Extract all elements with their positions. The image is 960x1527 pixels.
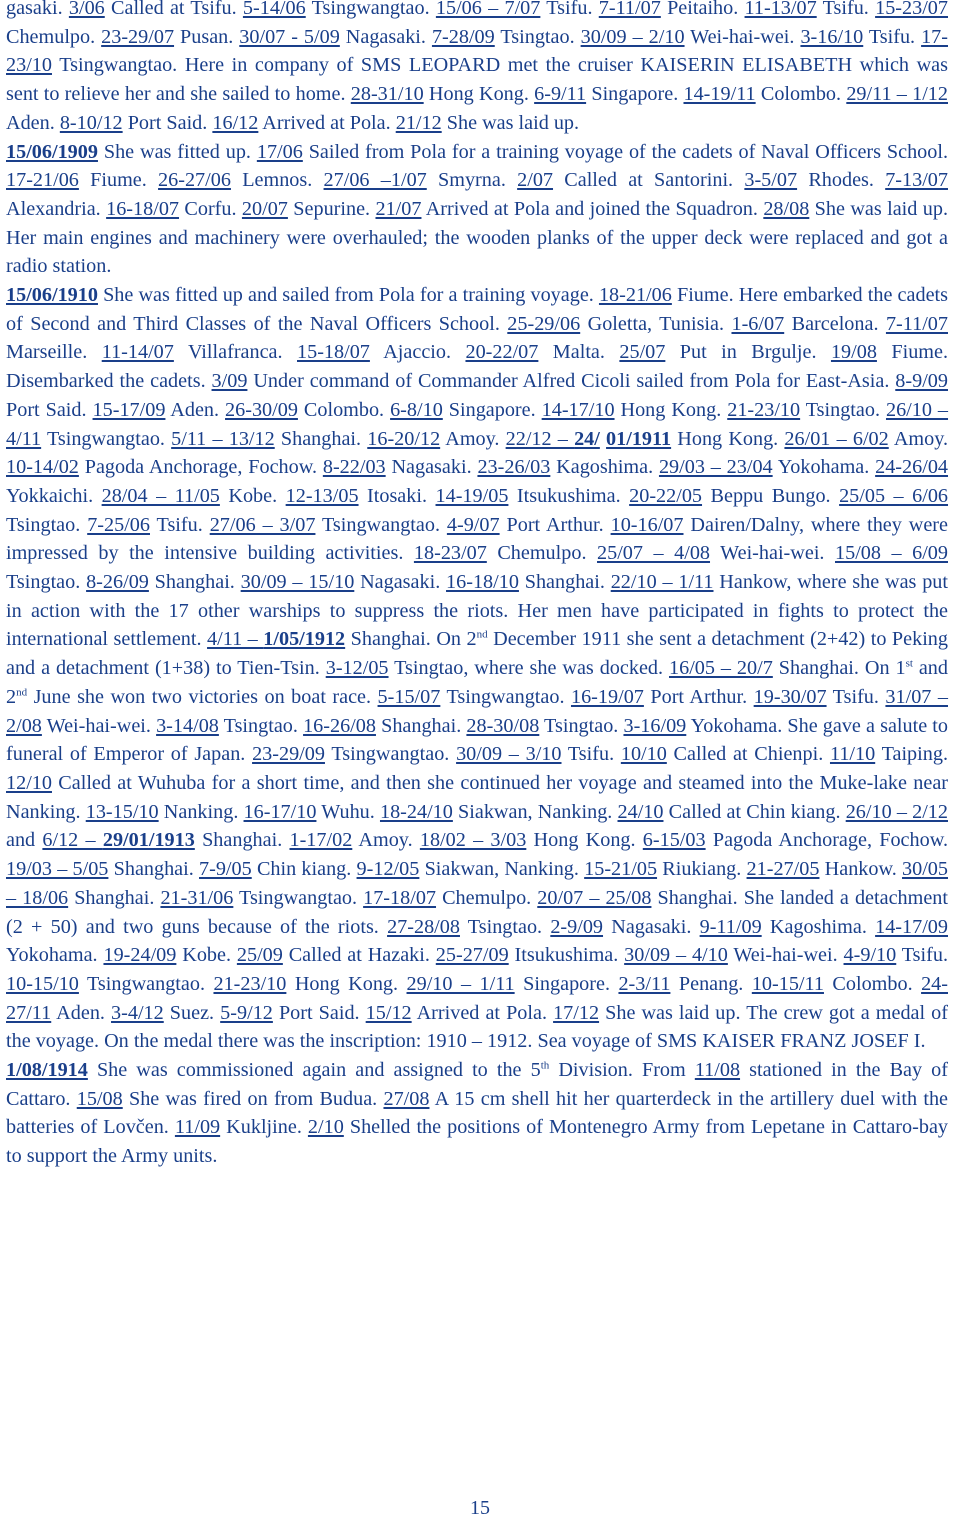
date-reference: 27/06 – 3/07 [209,513,316,536]
text-run: Tsingwangtao. Here in company of SMS LEOPARD met the cruiser KAISERIN ELISABETH which was sent to relieve her and she sailed to home. [6,54,948,106]
text-run: Wei-hai-wei. [41,714,157,737]
date-reference: 16-18/10 [446,571,519,594]
date-reference: 26-27/06 [158,169,231,192]
paragraph-1914-commission [6,1056,948,1171]
date-reference: 30/09 – 3/10 [456,743,562,766]
text-run: Shanghai. [148,571,241,594]
date-reference: 10-16/07 [610,513,684,536]
text-run: Called at Chin kiang. [663,800,846,823]
text-run: Hong Kong. [671,427,785,450]
date-reference: 25-29/06 [507,312,581,335]
text-run: Hankow. [819,858,903,881]
text-run: Nanking. [158,800,244,823]
date-reference: 3/06 [68,0,105,19]
date-reference: 16/05 – 20/7 [669,657,773,680]
text-run: Itsukushima. [508,484,630,507]
text-run: Sailed from Pola for a training voyage of the cadets of Naval Officers School. [302,140,948,163]
date-heading: 1/05/1912 [263,628,346,651]
text-run: Chemulpo. [436,886,538,909]
date-reference: 30/05 – 18/06 [6,858,948,909]
date-reference: 3-16/10 [800,25,864,48]
text-run: Tsingwangtao. [41,427,172,450]
date-reference: 7-13/07 [885,169,948,192]
text-run: Pagoda Anchorage, Fochow. [705,829,949,852]
text-run: Fiume. Disembarked the cadets. [6,341,949,393]
date-reference: 3-5/07 [744,169,798,192]
date-reference: 20/07 – 25/08 [537,886,652,909]
date-reference: 15-21/05 [584,858,658,881]
text-run: Villafranca. [173,341,297,364]
paragraph-1910-east-asia [6,281,948,1056]
text-run: Shanghai. [518,571,611,594]
date-reference: 20-22/07 [465,341,539,364]
text-run: Chemulpo. [486,542,598,565]
date-reference: 27/08 [383,1087,430,1110]
date-reference: 11-14/07 [101,341,174,364]
date-reference: 5-9/12 [220,1001,273,1024]
text-run: Pagoda Anchorage, Fochow. [78,456,323,479]
text-run: Tsifu. [896,944,948,967]
text-run: Tsifu. [863,25,922,48]
date-reference: 17/12 [553,1001,600,1024]
date-reference: 21-23/10 [727,398,801,421]
date-reference: 11/09 [174,1116,221,1139]
date-reference: 16-20/12 [367,427,441,450]
date-reference: 16/12 [212,111,259,134]
date-reference: 6-8/10 [390,398,443,421]
text-run: She was laid up. [441,111,580,134]
date-reference: 19-30/07 [753,685,827,708]
date-reference: 15/08 [76,1087,123,1110]
date-reference: 18-24/10 [379,800,453,823]
text-run: Tsingtao. [218,714,304,737]
text-run: She was fitted up. [97,140,257,163]
date-heading: 01/1911 [606,427,672,450]
text-run: Shanghai. [194,829,290,852]
paragraph-1909-training [6,138,948,282]
date-reference: 10/10 [620,743,667,766]
text-run: She was laid up. The crew got a medal of the voyage. On the medal there was the inscription: 1910 – 1912. Sea voyage of SMS KAISER FRANZ JOSEF I. [6,1001,949,1053]
text-run: Alexandria. [6,197,107,220]
date-reference: 22/12 – [505,427,575,450]
date-reference: 19/03 – 5/05 [6,858,109,881]
date-reference: 15-17/09 [92,398,166,421]
date-reference: 4/11 – [207,628,264,651]
text-run: Beppu Bungo. [702,484,840,507]
date-reference: 21-27/05 [746,858,820,881]
date-reference: 25/05 – 6/06 [839,484,949,507]
text-run: Tsingwangtao. [440,685,571,708]
date-reference: 4-9/10 [843,944,897,967]
date-reference: 18-23/07 [413,542,487,565]
text-run: June she won two victories on boat race. [27,685,378,708]
date-reference: 5/11 – 13/12 [171,427,275,450]
text-run: Fiume. Here embarked the cadets of Second and Third Classes of the Naval Officers School. [6,284,948,335]
text-run: Tsingtao. [494,25,581,48]
date-reference: 17-18/07 [363,886,437,909]
date-reference: 3-4/12 [111,1001,164,1024]
text-run: Singapore. [586,83,684,106]
text-run: Called at Tsifu. [104,0,243,19]
text-run: Hong Kong. [614,398,728,421]
text-run: Shanghai. On 1 [772,657,906,680]
date-heading: 15/06/1909 [6,140,98,163]
date-reference: 7-28/09 [431,25,495,48]
text-run: Amoy. [352,829,420,852]
date-reference: 25/07 – 4/08 [597,542,711,565]
date-heading: 29/01/1913 [102,829,195,852]
text-run: Amoy. [888,427,949,450]
date-reference: 26/01 – 6/02 [784,427,889,450]
date-reference: 23-26/03 [477,456,551,479]
text-run: and 2 [6,657,948,708]
text-run: December 1911 she sent a detachment (2+42) to Peking and a detachment (1+38) to Tien-Tsin. [6,628,948,680]
text-run: Itosaki. [358,484,436,507]
text-run: Nagasaki. [354,571,447,594]
text-run: Taiping. [875,743,948,766]
date-reference: 8-26/09 [86,571,149,594]
text-run: She was commissioned again and assigned to the 5 [87,1059,541,1082]
text-run: Port Arthur. [499,513,611,536]
text-run: Nagasaki. [385,456,478,479]
date-reference: 3-14/08 [156,714,219,737]
text-run: Tsingtao. [6,513,88,536]
date-reference: 3-12/05 [325,657,389,680]
date-reference: 15/08 – 6/09 [835,542,948,565]
text-run: Nagasaki. [339,25,432,48]
page-number: 15 [470,1497,490,1519]
date-reference: 2/10 [307,1116,344,1139]
text-run: Yokohama. [772,456,876,479]
text-run: Barcelona. [784,312,886,335]
date-reference: 5-14/06 [242,0,306,19]
date-reference: 2-3/11 [618,972,671,995]
date-reference: 13-15/10 [85,800,159,823]
date-reference: 22/10 – 1/11 [610,571,714,594]
date-reference: 7-9/05 [199,858,252,881]
text-run: Nagasaki. [603,915,700,938]
text-run: Yokohama. She gave a salute to funeral of Emperor of Japan. [6,714,948,766]
text-run: A 15 cm shell hit her quarterdeck in the artillery duel with the batteries of Lovčen. [6,1087,949,1139]
text-run: Shanghai. She landed a detachment (2 + 50) and two guns because of the riots. [6,886,948,938]
date-reference: 30/09 – 2/10 [580,25,685,48]
text-run: Called at Santorini. [553,169,745,192]
text-run: Tsingtao. [539,714,624,737]
date-reference: 2-9/09 [550,915,604,938]
text-run: Corfu. [179,197,242,220]
text-run: Singapore. [514,972,619,995]
date-reference: 21/12 [395,111,442,134]
text-run: Peitaiho. [660,0,745,19]
text-run: Tsingwangtao. [78,972,214,995]
text-run: Wuhu. [316,800,380,823]
date-reference: 30/07 - 5/09 [239,25,340,48]
date-reference: 7-25/06 [87,513,150,536]
date-reference: 31/07 – 2/08 [6,685,948,737]
date-reference: 10-15/10 [6,972,79,995]
date-reference: 17-23/10 [6,25,948,77]
date-reference: 17/06 [256,140,303,163]
date-reference: 9-11/09 [699,915,762,938]
date-reference: 10-15/11 [751,972,824,995]
date-reference: 24-27/11 [6,972,948,1024]
text-run: Dairen/Dalny, where they were impressed by the intensive building activities. [6,513,948,565]
text-run: Singapore. [442,398,542,421]
text-run: Tsifu. [561,743,621,766]
date-reference: 3-16/09 [623,714,687,737]
date-heading: 15/06/1910 [6,284,98,307]
text-run: Arrived at Pola and joined the Squadron. [421,197,764,220]
text-run: Siakwan, Nanking. [452,800,618,823]
date-reference: 25-27/09 [435,944,509,967]
text-run: Yokkaichi. [6,484,102,507]
text-run: Smyrna. [426,169,518,192]
text-run: Aden. [165,398,226,421]
text-run: Tsingtao. [6,571,87,594]
text-run: Goletta, Tunisia. [580,312,732,335]
ordinal-suffix: nd [16,686,28,699]
date-reference: 21/07 [375,197,422,220]
text-run: Wei-hai-wei. [727,944,844,967]
text-run: Tsingtao. [459,915,551,938]
text-run: gasaki. [6,0,69,19]
date-reference: 28-30/08 [466,714,540,737]
text-run: Shanghai. [68,886,161,909]
text-run: Hong Kong. [526,829,643,852]
date-reference: 15-18/07 [297,341,370,364]
text-run: Shelled the positions of Montenegro Army from Lepetane in Cattaro-bay to support the Army units. [6,1116,948,1168]
date-heading: 24/ [574,427,600,450]
text-run: Tsingwangtao. [305,0,436,19]
text-run: Tsingwangtao. [233,886,364,909]
text-run: Tsifu. [540,0,599,19]
date-reference: 20-22/05 [629,484,703,507]
text-run: Colombo. [297,398,391,421]
text-run: Kobe. [176,944,237,967]
text-run: Suez. [163,1001,221,1024]
date-reference: 4-9/07 [446,513,500,536]
text-run: She was laid up. Her main engines and machinery were overhauled; the wooden planks of the upper deck were replaced and got a radio station. [6,197,948,278]
date-reference: 14-17/09 [875,915,948,938]
date-reference: 8-10/12 [59,111,123,134]
date-reference: 20/07 [241,197,288,220]
date-reference: 7-11/07 [885,312,948,335]
date-reference: 29/10 – 1/11 [406,972,515,995]
date-reference: 21-31/06 [160,886,234,909]
text-run: Arrived at Pola. [411,1001,554,1024]
text-run: Marseille. [6,341,102,364]
text-run: Kukljine. [220,1116,308,1139]
text-run: Port Said. [6,398,93,421]
date-reference: 27/06 –1/07 [323,169,427,192]
text-run: Kobe. [219,484,286,507]
date-reference: 15/06 – 7/07 [435,0,541,19]
text-run: Division. From [549,1059,695,1082]
text-run: Wei-hai-wei. [710,542,835,565]
date-reference: 19-24/09 [103,944,177,967]
date-reference: 10-14/02 [6,456,79,479]
date-reference: 2/07 [517,169,554,192]
date-reference: 30/09 – 4/10 [624,944,728,967]
date-reference: 15/12 [365,1001,412,1024]
text-run: Rhodes. [797,169,886,192]
text-run: She was fired on from Budua. [122,1087,384,1110]
date-reference: 16-18/07 [106,197,180,220]
date-reference: 25/09 [236,944,283,967]
date-reference: 9-12/05 [356,858,420,881]
date-reference: 27-28/08 [387,915,460,938]
text-run: Colombo. [755,83,847,106]
date-reference: 14-17/10 [541,398,615,421]
text-run: Tsingtao, where she was docked. [388,657,669,680]
text-run: She was fitted up and sailed from Pola for a training voyage. [97,284,599,307]
text-run: Put in Brgulje. [665,341,831,364]
date-reference: 28/08 [763,197,810,220]
date-heading: 1/08/1914 [6,1059,88,1082]
date-reference: 26-30/09 [225,398,298,421]
text-run: Penang. [670,972,752,995]
date-reference: 16-26/08 [303,714,376,737]
date-reference: 21-23/10 [213,972,287,995]
text-run: Tsifu. [826,685,886,708]
text-run: Aden. [6,111,60,134]
date-reference: 6-15/03 [642,829,706,852]
date-reference: 28-31/10 [350,83,424,106]
date-reference: 16-19/07 [570,685,644,708]
text-run: Called at Hazaki. [282,944,436,967]
date-reference: 1-17/02 [289,829,353,852]
date-reference: 5-15/07 [377,685,441,708]
text-run: Tsingwangtao. [315,513,447,536]
date-reference: 19/08 [830,341,877,364]
text-run: Colombo. [823,972,922,995]
date-reference: 17-21/06 [6,169,79,192]
text-run: Port Said. [272,1001,366,1024]
date-reference: 30/09 – 15/10 [240,571,355,594]
text-run: and [6,829,43,852]
date-reference: 23-29/09 [252,743,325,766]
text-run: Arrived at Pola. [258,111,396,134]
text-run: Kagoshima. [761,915,876,938]
text-run: Tsingwangtao. [324,743,457,766]
date-reference: 28/04 – 11/05 [101,484,220,507]
text-run: Called at Wuhuba for a short time, and then she continued her voyage and steamed into the Muke-lake near Nanking. [6,771,948,823]
text-run: Fiume. [78,169,159,192]
text-run: Tsifu. [150,513,210,536]
text-run: Wei-hai-wei. [684,25,801,48]
text-run: Siakwan, Nanking. [419,858,585,881]
date-reference: 11-13/07 [744,0,817,19]
text-run: Ajaccio. [369,341,466,364]
text-run: Itsukushima. [508,944,625,967]
text-run: Chemulpo. [6,25,102,48]
text-run: Aden. [51,1001,112,1024]
date-reference: 11/10 [829,743,876,766]
date-reference: 6/12 – [42,829,103,852]
date-reference: 12-13/05 [285,484,359,507]
date-reference: 16-17/10 [243,800,317,823]
date-reference: 14-19/11 [683,83,756,106]
date-reference: 23-29/07 [101,25,175,48]
date-reference: 18/02 – 3/03 [419,829,527,852]
date-reference: 18-21/06 [598,284,672,307]
text-run: Sepurine. [287,197,376,220]
text-run: Hong Kong. [423,83,535,106]
date-reference: 7-11/07 [598,0,661,19]
text-run: Shanghai. [274,427,368,450]
text-run: Chin kiang. [251,858,357,881]
date-reference: 15-23/07 [875,0,948,19]
date-reference: 8-22/03 [322,456,386,479]
text-run: Under command of Commander Alfred Cicoli sailed from Pola for East-Asia. [247,370,896,393]
date-reference: 11/08 [694,1059,741,1082]
ordinal-suffix: st [905,657,913,670]
ordinal-suffix: nd [476,628,488,641]
text-run: Amoy. [440,427,506,450]
document-body [6,0,948,1171]
date-reference: 6-9/11 [534,83,587,106]
date-reference: 12/10 [6,771,52,794]
date-reference: 25/07 [619,341,666,364]
text-run: Port Said. [122,111,213,134]
paragraph-1906-voyage [6,0,948,138]
text-run: Tsifu. [816,0,876,19]
text-run: Malta. [538,341,620,364]
date-reference: 24/10 [617,800,664,823]
text-run: Yokohama. [6,944,104,967]
text-run: Pusan. [174,25,240,48]
text-run: Tsingtao. [800,398,886,421]
ordinal-suffix: th [540,1059,550,1072]
text-run: Shanghai. [375,714,467,737]
text-run: Hong Kong. [286,972,407,995]
date-reference: 14-19/05 [435,484,509,507]
date-reference: 3/09 [211,370,248,393]
date-reference: 29/03 – 23/04 [658,456,773,479]
text-run: Shanghai. [108,858,200,881]
text-run: Kagoshima. [550,456,659,479]
date-reference: 29/11 – 1/12 [846,83,948,106]
date-reference: 1-6/07 [731,312,785,335]
date-reference: 26/10 – 2/12 [845,800,948,823]
date-reference: 26/10 – 4/11 [6,398,949,450]
text-run: Shanghai. On 2 [345,628,477,651]
text-run: Lemnos. [230,169,324,192]
text-run: Called at Chienpi. [666,743,830,766]
date-reference: 24-26/04 [875,456,949,479]
text-run: Port Arthur. [643,685,754,708]
date-reference: 8-9/09 [895,370,948,393]
text-run: Hankow, where she was put in action with the 17 other warships to suppress the riots. Her men have participated in fights to protect the international settlement. [6,571,948,651]
text-run: Riukiang. [657,858,747,881]
text-run: stationed in the Bay of Cattaro. [6,1059,948,1110]
